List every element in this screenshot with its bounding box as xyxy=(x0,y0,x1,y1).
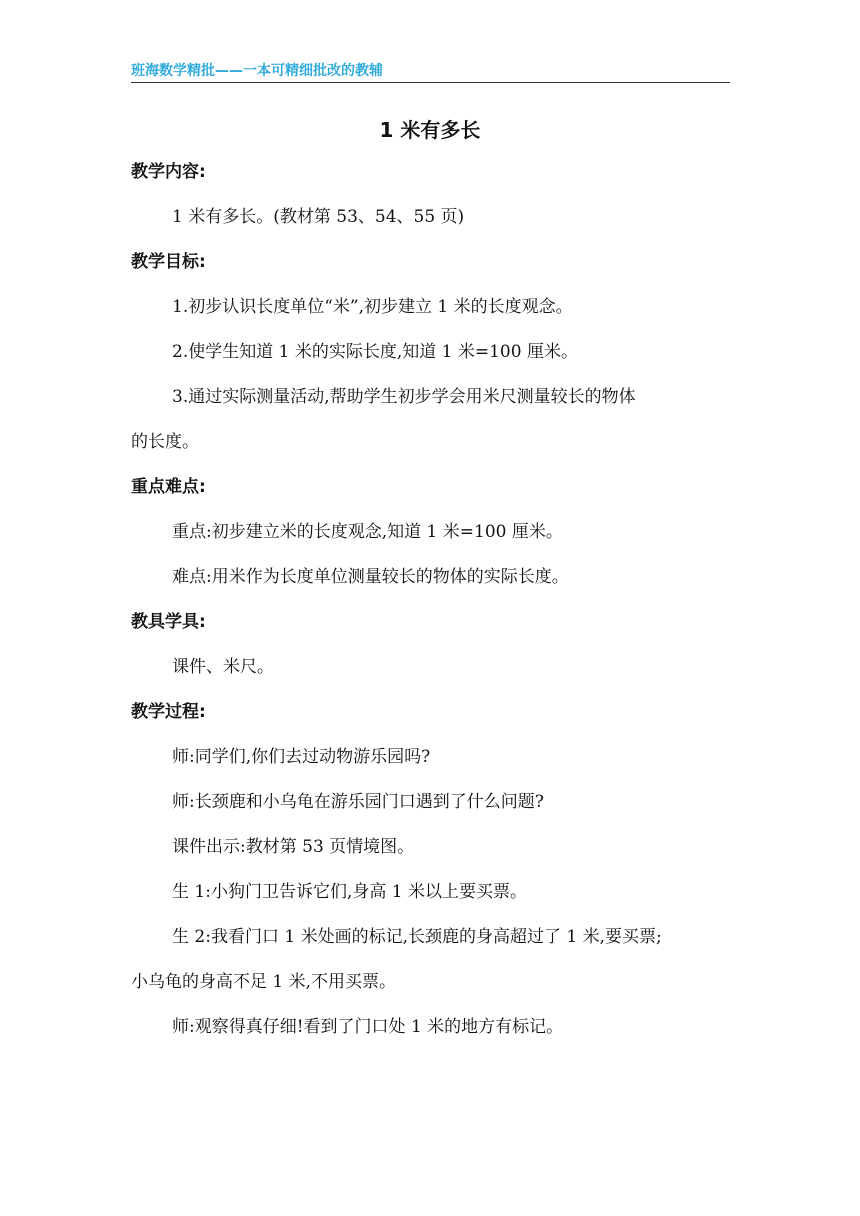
goal-2: 2.使学生知道 1 米的实际长度,知道 1 米=100 厘米。 xyxy=(172,342,578,362)
section-heading-content: 教学内容: xyxy=(131,162,206,182)
section-heading-process: 教学过程: xyxy=(131,702,206,722)
process-line-2: 师:长颈鹿和小乌龟在游乐园门口遇到了什么问题? xyxy=(172,792,544,812)
section-heading-key-points: 重点难点: xyxy=(131,477,206,497)
section-heading-goals: 教学目标: xyxy=(131,252,206,272)
goal-3-line-2: 的长度。 xyxy=(131,432,199,452)
process-line-5-b: 小乌龟的身高不足 1 米,不用买票。 xyxy=(131,972,397,992)
process-line-4: 生 1:小狗门卫告诉它们,身高 1 米以上要买票。 xyxy=(172,882,527,902)
header-divider xyxy=(131,82,730,83)
difficult-point: 难点:用米作为长度单位测量较长的物体的实际长度。 xyxy=(172,567,569,587)
process-line-5-a: 生 2:我看门口 1 米处画的标记,长颈鹿的身高超过了 1 米,要买票; xyxy=(172,927,662,947)
key-point: 重点:初步建立米的长度观念,知道 1 米=100 厘米。 xyxy=(172,522,563,542)
process-line-3: 课件出示:教材第 53 页情境图。 xyxy=(172,837,415,857)
page-header: 班海数学精批——一本可精细批改的教辅 xyxy=(131,63,383,79)
process-line-1: 师:同学们,你们去过动物游乐园吗? xyxy=(172,747,431,767)
section-heading-tools: 教具学具: xyxy=(131,612,206,632)
goal-3-line-1: 3.通过实际测量活动,帮助学生初步学会用米尺测量较长的物体 xyxy=(172,387,636,407)
content-line: 1 米有多长。(教材第 53、54、55 页) xyxy=(172,207,465,227)
document-title: 1 米有多长 xyxy=(379,118,481,142)
tools-line: 课件、米尺。 xyxy=(172,657,274,677)
process-line-6: 师:观察得真仔细!看到了门口处 1 米的地方有标记。 xyxy=(172,1017,564,1037)
goal-1: 1.初步认识长度单位“米”,初步建立 1 米的长度观念。 xyxy=(172,297,573,317)
